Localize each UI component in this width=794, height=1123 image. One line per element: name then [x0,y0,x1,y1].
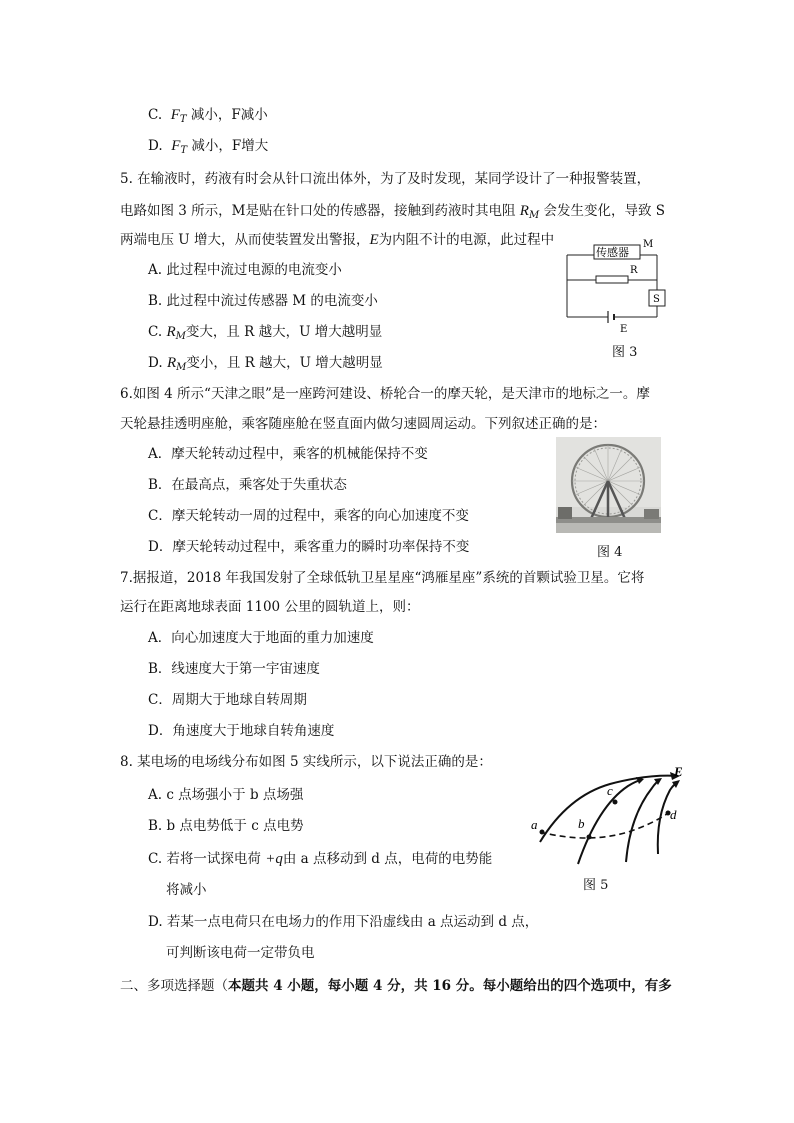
field-line-3 [626,780,660,862]
q8-option-c-line1: C. 若将一试探电荷 +q由 a 点移动到 d 点，电荷的电势能 [148,851,493,867]
label-a: a [531,817,538,832]
figure-4-caption: 图 4 [597,545,623,560]
q5-option-b: B. 此过程中流过传感器 M 的电流变小 [148,293,378,309]
q6-option-c: C．摩天轮转动一周的过程中，乘客的向心加速度不变 [148,508,469,524]
label-E: E [674,766,683,779]
q6-stem-line1: 6.如图 4 所示“天津之眼”是一座跨河建设、桥轮合一的摩天轮，是天津市的地标之一。摩 [120,386,650,402]
figure-3-circuit [560,235,670,335]
q7-option-d: D．角速度大于地球自转角速度 [148,723,335,739]
q8-option-d-line2: 可判断该电荷一定带负电 [166,945,315,961]
r-label: R [630,265,638,276]
q7-option-a: A．向心加速度大于地面的重力加速度 [148,630,374,646]
s-label: S [653,294,660,305]
q5-stem-line1: 5. 在输液时，药液有时会从针口流出体外，为了及时发现，某同学设计了一种报警装置， [120,171,651,187]
q7-stem-line2: 运行在距离地球表面 1100 公里的圆轨道上，则： [120,599,420,615]
q5-option-d: D. $R_M$变小，且 R 越大，U 增大越明显 [148,355,383,373]
resistor-r [596,276,628,283]
m-label: M [643,239,654,250]
q8-option-d-line1: D. 若某一点电荷只在电场力的作用下沿虚线由 a 点运动到 d 点， [148,914,539,930]
figure-5-field-lines [528,766,690,870]
q4-option-c: C. $F_T$ 减小，F减小 [148,107,268,125]
q7-stem-line1: 7.据报道，2018 年我国发射了全球低轨卫星星座“鸿雁星座”系统的首颗试验卫星。它将 [120,570,645,586]
q6-option-d: D．摩天轮转动过程中，乘客重力的瞬时功率保持不变 [148,539,470,555]
point-c [613,800,618,805]
e-label: E [620,324,628,335]
q6-stem-line2: 天轮悬挂透明座舱，乘客随座舱在竖直面内做匀速圆周运动。下列叙述正确的是： [120,416,606,432]
q5-option-a: A. 此过程中流过电源的电流变小 [148,262,342,278]
q8-option-b: B. b 点电势低于 c 点电势 [148,818,304,834]
sensor-label: 传感器 [596,246,629,259]
q7-option-c: C．周期大于地球自转周期 [148,692,307,708]
q5-stem-line3: 两端电压 U 增大，从而使装置发出警报，E为内阻不计的电源，此过程中 [120,232,555,248]
q8-option-a: A. c 点场强小于 b 点场强 [148,787,304,803]
q7-option-b: B．线速度大于第一宇宙速度 [148,661,320,677]
figure-5-caption: 图 5 [583,878,609,893]
q8-stem: 8. 某电场的电场线分布如图 5 实线所示，以下说法正确的是： [120,754,492,770]
q5-stem-line2: 电路如图 3 所示，M是贴在针口处的传感器，接触到药液时其电阻 $R_M$ 会发生变化，导致 S [120,203,666,221]
section-2-heading: 二、多项选择题（本题共 4 小题，每小题 4 分，共 16 分。每小题给出的四个选项中，有多 [120,978,672,994]
figure-4-ferris-wheel-photo [556,437,661,533]
label-d: d [670,807,677,822]
q5-option-c: C. $R_M$变大，且 R 越大，U 增大越明显 [148,324,383,342]
q6-option-b: B．在最高点，乘客处于失重状态 [148,477,347,493]
q8-option-c-line2: 将减小 [166,882,207,898]
q4-option-d: D. $F_T$ 减小，F增大 [148,138,269,156]
q6-option-a: A．摩天轮转动过程中，乘客的机械能保持不变 [148,446,428,462]
label-b: b [578,816,585,831]
label-c: c [607,783,613,798]
point-b [587,835,592,840]
point-a [540,830,545,835]
figure-3-caption: 图 3 [612,345,638,360]
